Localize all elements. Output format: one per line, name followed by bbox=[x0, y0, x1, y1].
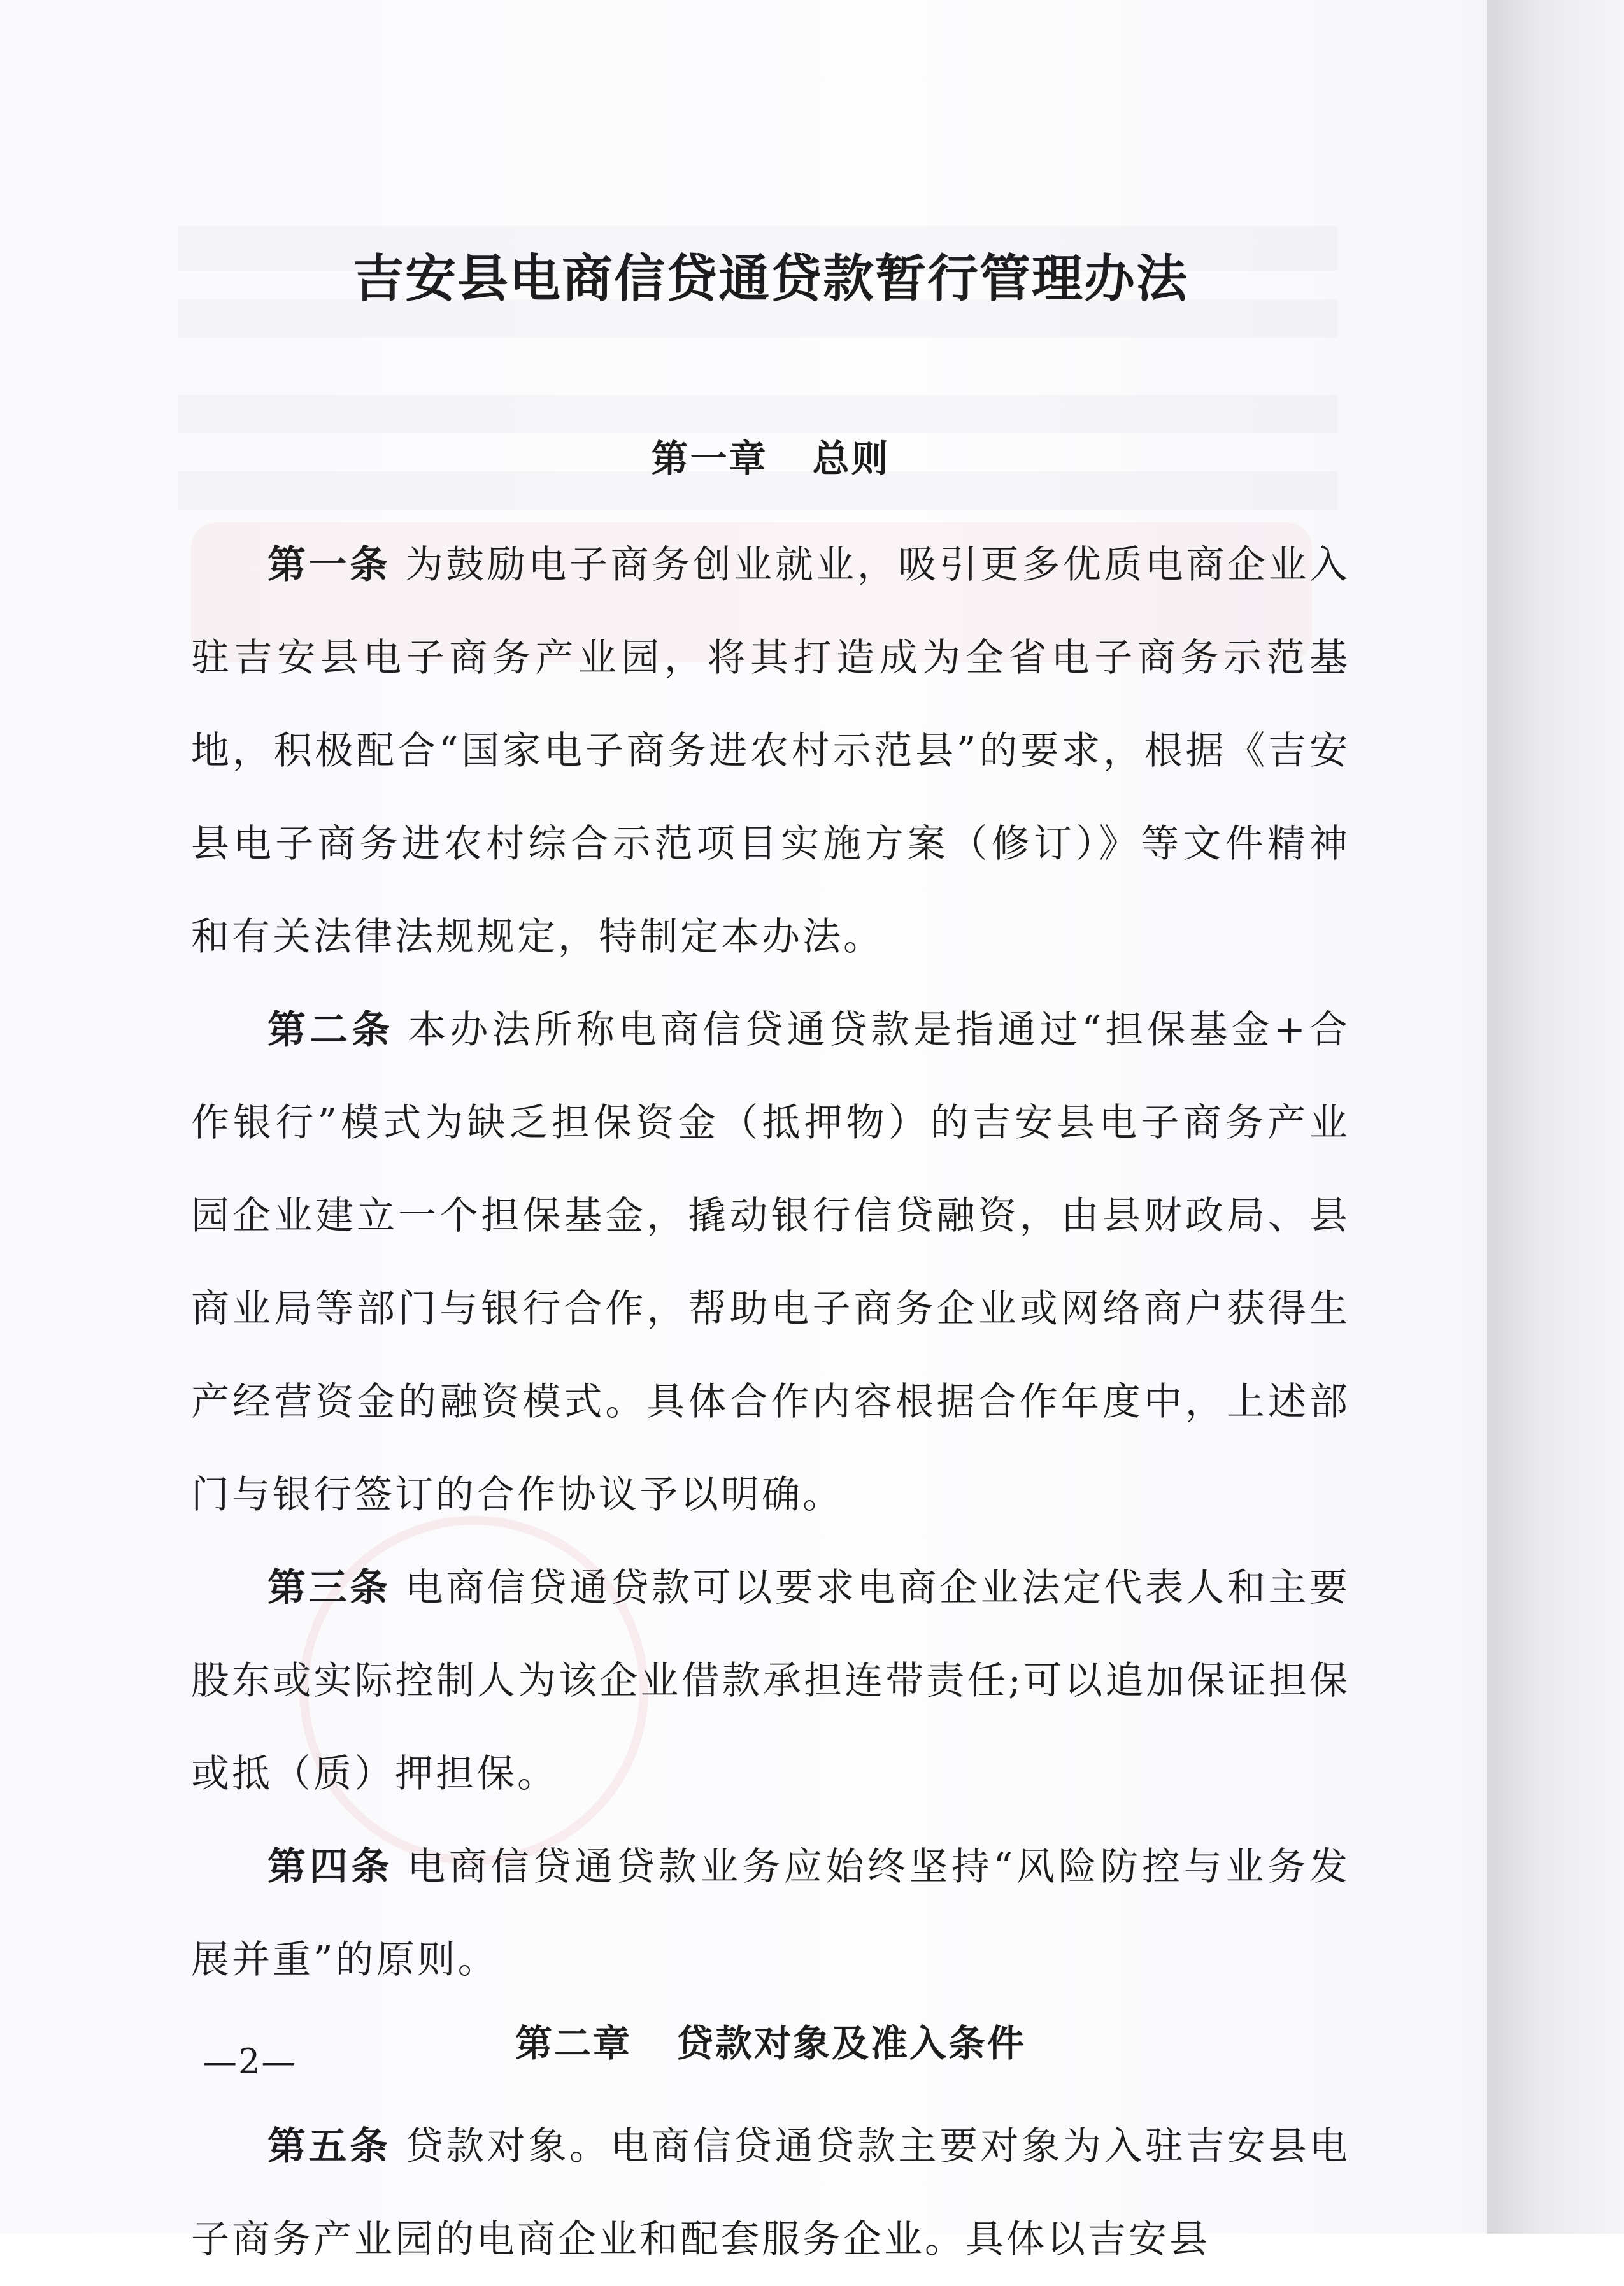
chapter-name: 贷款对象及准入条件 bbox=[676, 2021, 1027, 2065]
article bbox=[191, 2100, 1350, 2286]
page-number: —2— bbox=[203, 2041, 297, 2082]
article bbox=[191, 1820, 1350, 2006]
article-label: 第五条 bbox=[267, 2124, 391, 2169]
article-text: 电商信贷通贷款业务应始终坚持“风险防控与业务发展并重”的原则。 bbox=[191, 1844, 1350, 1982]
chapter-heading bbox=[191, 437, 1350, 482]
article-text: 贷款对象。电商信贷通贷款主要对象为入驻吉安县电子商务产业园的电商企业和配套服务企业。具体以吉安县 bbox=[191, 2124, 1351, 2262]
article-label: 第二条 bbox=[267, 1007, 394, 1052]
article bbox=[191, 1541, 1350, 1820]
document-title: 吉安县电商信贷通贷款暂行管理办法 bbox=[353, 249, 1188, 308]
chapter-number: 第二章 bbox=[515, 2021, 632, 2065]
article bbox=[191, 518, 1350, 983]
article-label: 第一条 bbox=[267, 542, 391, 587]
chapter-number: 第一章 bbox=[651, 437, 768, 480]
article-text: 为鼓励电子商务创业就业，吸引更多优质电商企业入驻吉安县电子商务产业园，将其打造成为全省电子商务示范基地，积极配合“国家电子商务进农村示范县”的要求，根据《吉安县电子商务进农村综合示范项目实施方案（修订）》等文件精神和有关法律法规规定，特制定本办法。 bbox=[191, 542, 1351, 959]
document-body bbox=[191, 248, 1350, 2286]
article-text: 本办法所称电商信贷通贷款是指通过“担保基金+合作银行”模式为缺乏担保资金（抵押物）的吉安县电子商务产业园企业建立一个担保基金，撬动银行信贷融资，由县财政局、县商业局等部门与银行合作，帮助电子商务企业或网络商户获得生产经营资金的融资模式。具体合作内容根据合作年度中，上述部门与银行签订的合作协议予以明确。 bbox=[191, 1007, 1351, 1517]
scan-edge-shadow bbox=[1487, 0, 1624, 2234]
article-text: 电商信贷通贷款可以要求电商企业法定代表人和主要股东或实际控制人为该企业借款承担连带责任;可以追加保证担保或抵（质）押担保。 bbox=[191, 1565, 1351, 1796]
article-label: 第四条 bbox=[267, 1844, 394, 1889]
chapter-heading bbox=[191, 2022, 1350, 2066]
article bbox=[191, 983, 1350, 1541]
chapter-name: 总则 bbox=[812, 437, 890, 480]
article-label: 第三条 bbox=[267, 1565, 391, 1610]
